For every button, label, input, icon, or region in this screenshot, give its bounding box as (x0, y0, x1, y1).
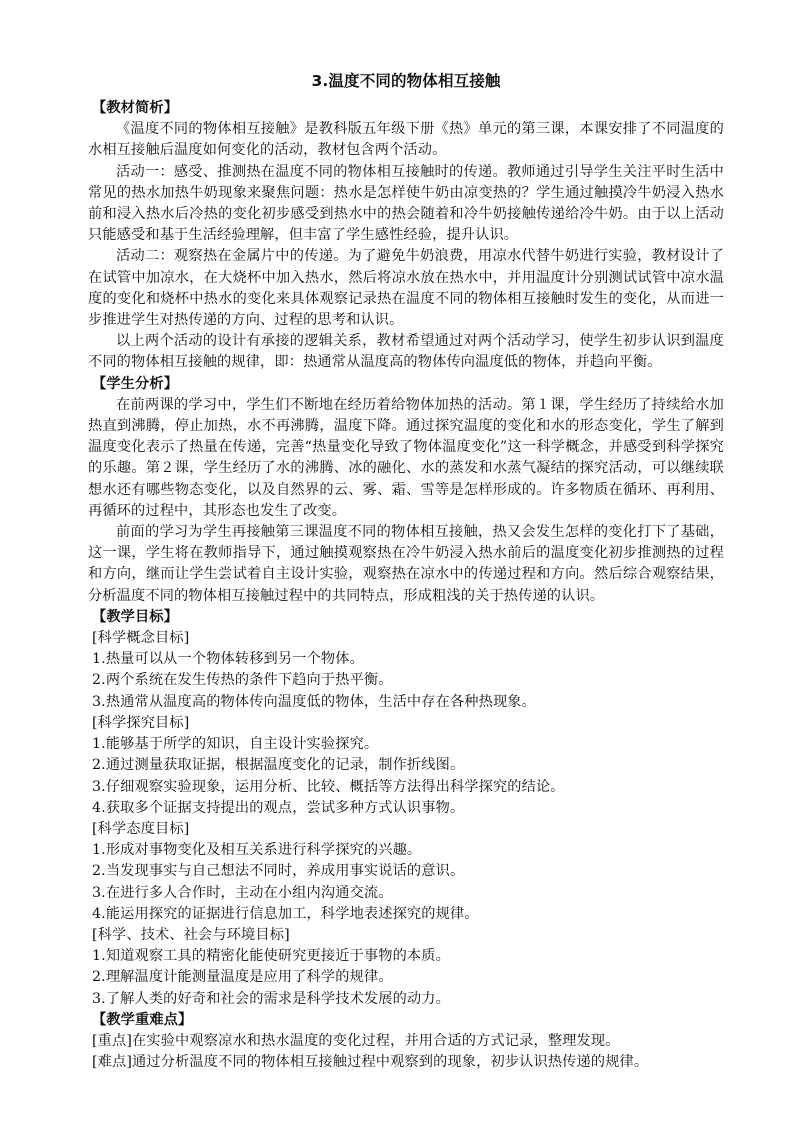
goal-item: 2.两个系统在发生传热的条件下趋向于热平衡。 (92, 672, 393, 689)
paragraph: 前面的学习为学生再接触第三课温度不同的物体相互接触，热又会发生怎样的变化打下了基础，这一课，学生将在教师指导下，通过触摸观察热在冷牛奶浸入热水前后的温度变化初步推测热的过程和方向，继而让学生尝试着自主设计实验，观察热在凉水中的传递过程和方向。然后综合观察结果，分析温度不同的物体相互接触过程中的共同特点，形成粗浅的关于热传递的认识。 (88, 524, 724, 604)
document-title: 3.温度不同的物体相互接触 (311, 72, 501, 90)
goal-group-label: [科学概念目标] (92, 630, 190, 647)
goal-item: 1.形成对事物变化及相互关系进行科学探究的兴趣。 (92, 842, 422, 859)
document-page (88, 68, 724, 1073)
section-heading-key-points: 【教学重难点】 (92, 1011, 193, 1028)
goal-item: 1.能够基于所学的知识，自主设计实验探究。 (92, 736, 379, 753)
key-point-item: [重点]在实验中观察凉水和热水温度的变化过程，并用合适的方式记录，整理发现。 (92, 1032, 620, 1049)
goal-item: 3.了解人类的好奇和社会的需求是科学技术发展的动力。 (92, 990, 450, 1007)
section-heading-students: 【学生分析】 (92, 375, 179, 392)
paragraph: 活动二：观察热在金属片中的传递。为了避免牛奶浪费，用凉水代替牛奶进行实验，教材设计了在试管中加凉水，在大烧杯中加入热水，然后将凉水放在热水中，并用温度计分别测试试管中凉水温度的变化和烧杯中热水的变化来具体观察记录热在温度不同的物体相互接触时发生的变化，从而进一步推进学生对热传递的方向、过程的思考和认识。 (88, 248, 724, 329)
goal-item: 4.获取多个证据支持提出的观点，尝试多种方式认识事物。 (92, 799, 465, 816)
goal-group-label: [科学探究目标] (92, 714, 190, 731)
goal-item: 4.能运用探究的证据进行信息加工，科学地表述探究的规律。 (92, 905, 479, 922)
paragraph: 在前两课的学习中，学生们不断地在经历着给物体加热的活动。第１课，学生经历了持续给水加热直到沸腾，停止加热，水不再沸腾，温度下降。通过探究温度的变化和水的形态变化，学生了解到温度变化表示了热量在传递，完善“热量变化导致了物体温度变化”这一科学概念，并感受到科学探究的乐趣。第２课，学生经历了水的沸腾、冰的融化、水的蒸发和水蒸气凝结的探究活动，可以继续联想水还有哪些物态变化，以及自然界的云、雾、霜、雪等是怎样形成的。许多物质在循环、再利用、再循环的过程中，其形态也发生了改变。 (88, 396, 724, 519)
paragraph: 《温度不同的物体相互接触》是教科版五年级下册《热》单元的第三课，本课安排了不同温度的水相互接触后温度如何变化的活动，教材包含两个活动。 (88, 121, 724, 159)
goal-item: 2.当发现事实与自己想法不同时，养成用事实说话的意识。 (92, 863, 465, 880)
goal-item: 3.仔细观察实验现象，运用分析、比较、概括等方法得出科学探究的结论。 (92, 778, 565, 795)
goal-item: 3.热通常从温度高的物体传向温度低的物体，生活中存在各种热现象。 (92, 693, 536, 710)
difficulty-item: [难点]通过分析温度不同的物体相互接触过程中观察到的现象，初步认识热传递的规律。 (92, 1054, 649, 1071)
goal-item: 3.在进行多人合作时，主动在小组内沟通交流。 (92, 884, 393, 901)
goal-item: 1.知道观察工具的精密化能使研究更接近于事物的本质。 (92, 948, 450, 965)
goal-item: 2.理解温度计能测量温度是应用了科学的规律。 (92, 969, 393, 986)
section-heading-goals: 【教学目标】 (92, 608, 179, 625)
goal-group-label: [科学态度目标] (92, 820, 190, 837)
goal-item: 1.热量可以从一个物体转移到另一个物体。 (92, 651, 364, 668)
section-heading-textbook: 【教材简析】 (92, 100, 179, 116)
goal-group-label: [科学、技术、社会与环境目标] (92, 926, 290, 943)
paragraph: 以上两个活动的设计有承接的逻辑关系，教材希望通过对两个活动学习，使学生初步认识到温度不同的物体相互接触的规律，即：热通常从温度高的物体传向温度低的物体，并趋向平衡。 (88, 333, 724, 371)
goal-item: 2.通过测量获取证据，根据温度变化的记录，制作折线图。 (92, 757, 465, 774)
paragraph: 活动一：感受、推测热在温度不同的物体相互接触时的传递。教师通过引导学生关注平时生活中常见的热水加热牛奶现象来聚焦问题：热水是怎样使牛奶由凉变热的？学生通过触摸冷牛奶浸入热水前和浸入热水后冷热的变化初步感受到热水中的热会随着和冷牛奶接触传递给冷牛奶。由于以上活动只能感受和基于生活经验理解，但丰富了学生感性经验，提升认识。 (88, 163, 724, 244)
